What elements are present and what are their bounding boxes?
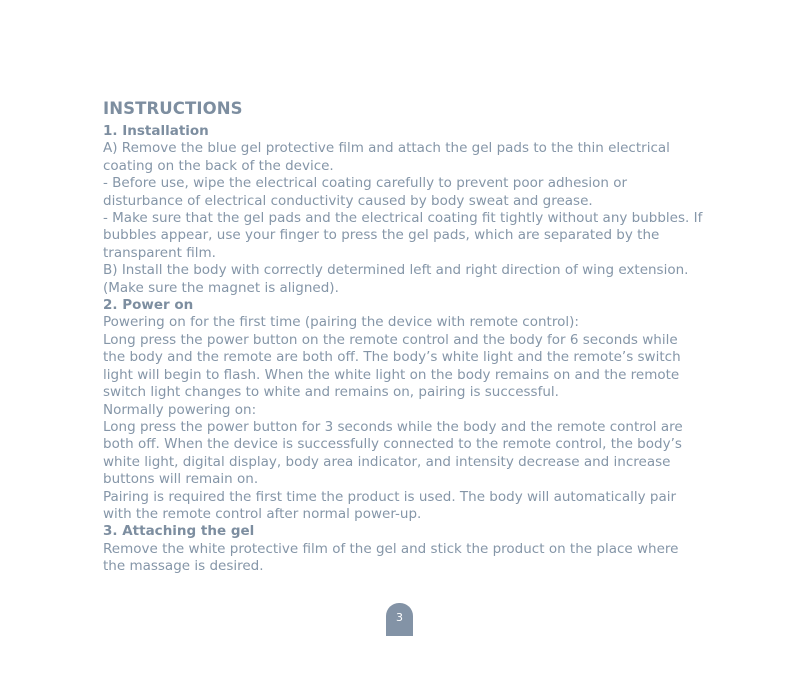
- installation-note-bubbles: - Make sure that the gel pads and the electrical coating fit tightly without any bubbles. If bubbles appear, use your finger to press the gel pads, which are separated by the transparent film.: [103, 210, 703, 261]
- power-on-normal-label: Normally powering on:: [103, 401, 257, 418]
- section-power-on: [103, 297, 703, 523]
- section-attaching-gel: [103, 523, 703, 575]
- installation-step-b: B) Install the body with correctly determined left and right direction of wing extension. (Make sure the magnet is aligned).: [103, 262, 689, 296]
- power-on-first-time-label: Powering on for the first time (pairing the device with remote control):: [103, 314, 579, 331]
- installation-step-a: A) Remove the blue gel protective film and attach the gel pads to the thin electrical coating on the back of the device.: [103, 140, 670, 174]
- page-title: INSTRUCTIONS: [103, 99, 243, 118]
- attaching-gel-text: Remove the white protective film of the gel and stick the product on the place where the massage is desired.: [103, 540, 679, 575]
- page-number-tab: 3: [386, 603, 413, 636]
- installation-note-wipe: - Before use, wipe the electrical coating carefully to prevent poor adhesion or disturbance of electrical conductivity caused by body sweat and grease.: [103, 175, 628, 209]
- section-heading-power-on: 2. Power on: [103, 297, 194, 314]
- power-on-pairing-note: Pairing is required the first time the product is used. The body will automatically pair with the remote control after normal power-up.: [103, 488, 677, 522]
- power-on-pairing-text: Long press the power button on the remote control and the body for 6 seconds while the body and the remote are both off. The body’s white light and the remote’s switch light will begin to flash. When the white light on the body remains on and the remote switch light changes to white and remains on, pairing is successful.: [103, 331, 681, 401]
- instructions-page: [103, 98, 703, 576]
- section-heading-attaching-gel: 3. Attaching the gel: [103, 523, 255, 540]
- section-installation: [103, 123, 703, 297]
- power-on-normal-text: Long press the power button for 3 seconds while the body and the remote control are both off. When the device is successfully connected to the remote control, the body’s white light, digital display, body area indicator, and intensity decrease and increase buttons will remain on.: [103, 418, 683, 488]
- section-heading-installation: 1. Installation: [103, 123, 209, 139]
